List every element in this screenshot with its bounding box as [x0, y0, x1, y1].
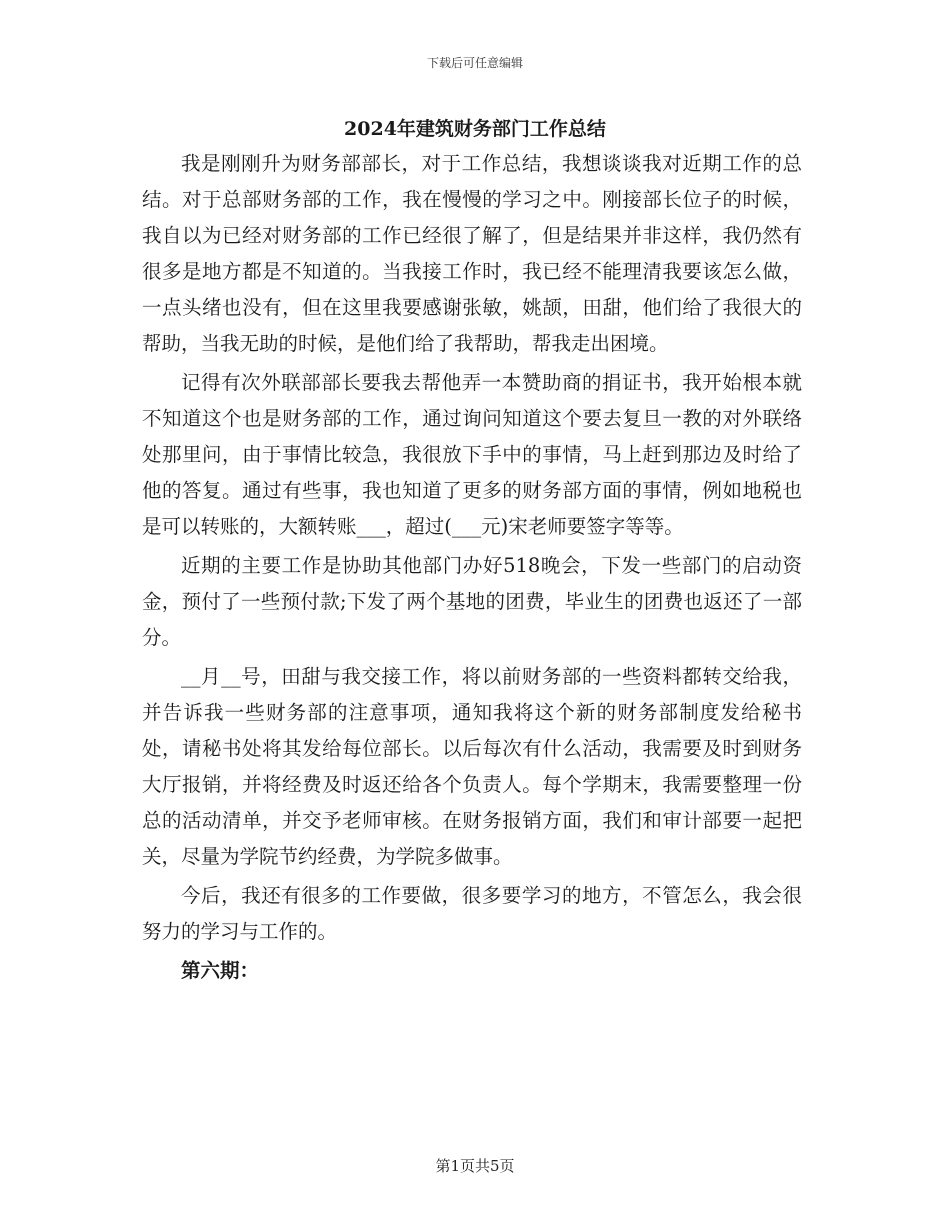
- paragraph-2: 记得有次外联部部长要我去帮他弄一本赞助商的捐证书，我开始根本就不知道这个也是财务部的工作，通过询问知道这个要去复旦一教的对外联络处那里问，由于事情比较急，我很放下手中的事情，马上赶到那边及时给了他的答复。通过有些事，我也知道了更多的财务部方面的事情，例如地税也是可以转账的，大额转账___，超过(___元)宋老师要签字等等。: [142, 371, 802, 538]
- paragraph-1: 我是刚刚升为财务部部长，对于工作总结，我想谈谈我对近期工作的总结。对于总部财务部的工作，我在慢慢的学习之中。刚接部长位子的时候，我自以为已经对财务部的工作已经很了解了，但是结果并非这样，我仍然有很多是地方都是不知道的。当我接工作时，我已经不能理清我要该怎么做，一点头绪也没有，但在这里我要感谢张敏，姚颉，田甜，他们给了我很大的帮助，当我无助的时候，是他们给了我帮助，帮我走出困境。: [142, 152, 802, 355]
- paragraph-4: __月__号，田甜与我交接工作，将以前财务部的一些资料都转交给我，并告诉我一些财务部的注意事项，通知我将这个新的财务部制度发给秘书处，请秘书处将其发给每位部长。以后每次有什么活动，我需要及时到财务大厅报销，并将经费及时返还给各个负责人。每个学期末，我需要整理一份总的活动清单，并交予老师审核。在财务报销方面，我们和审计部要一起把关，尽量为学院节约经费，为学院多做事。: [142, 665, 802, 868]
- section-heading: 第六期：: [181, 959, 260, 982]
- document-title: 2024年建筑财务部门工作总结: [344, 118, 606, 140]
- header-note: 下载后可任意编辑: [426, 56, 523, 70]
- paragraph-5: 今后，我还有很多的工作要做，很多要学习的地方，不管怎么，我会很努力的学习与工作的。: [142, 884, 802, 943]
- paragraph-3: 近期的主要工作是协助其他部门办好518晚会，下发一些部门的启动资金，预付了一些预付款;下发了两个基地的团费，毕业生的团费也返还了一部分。: [142, 554, 802, 649]
- page-number: 第1页共5页: [435, 1157, 515, 1175]
- document-body: [142, 146, 802, 989]
